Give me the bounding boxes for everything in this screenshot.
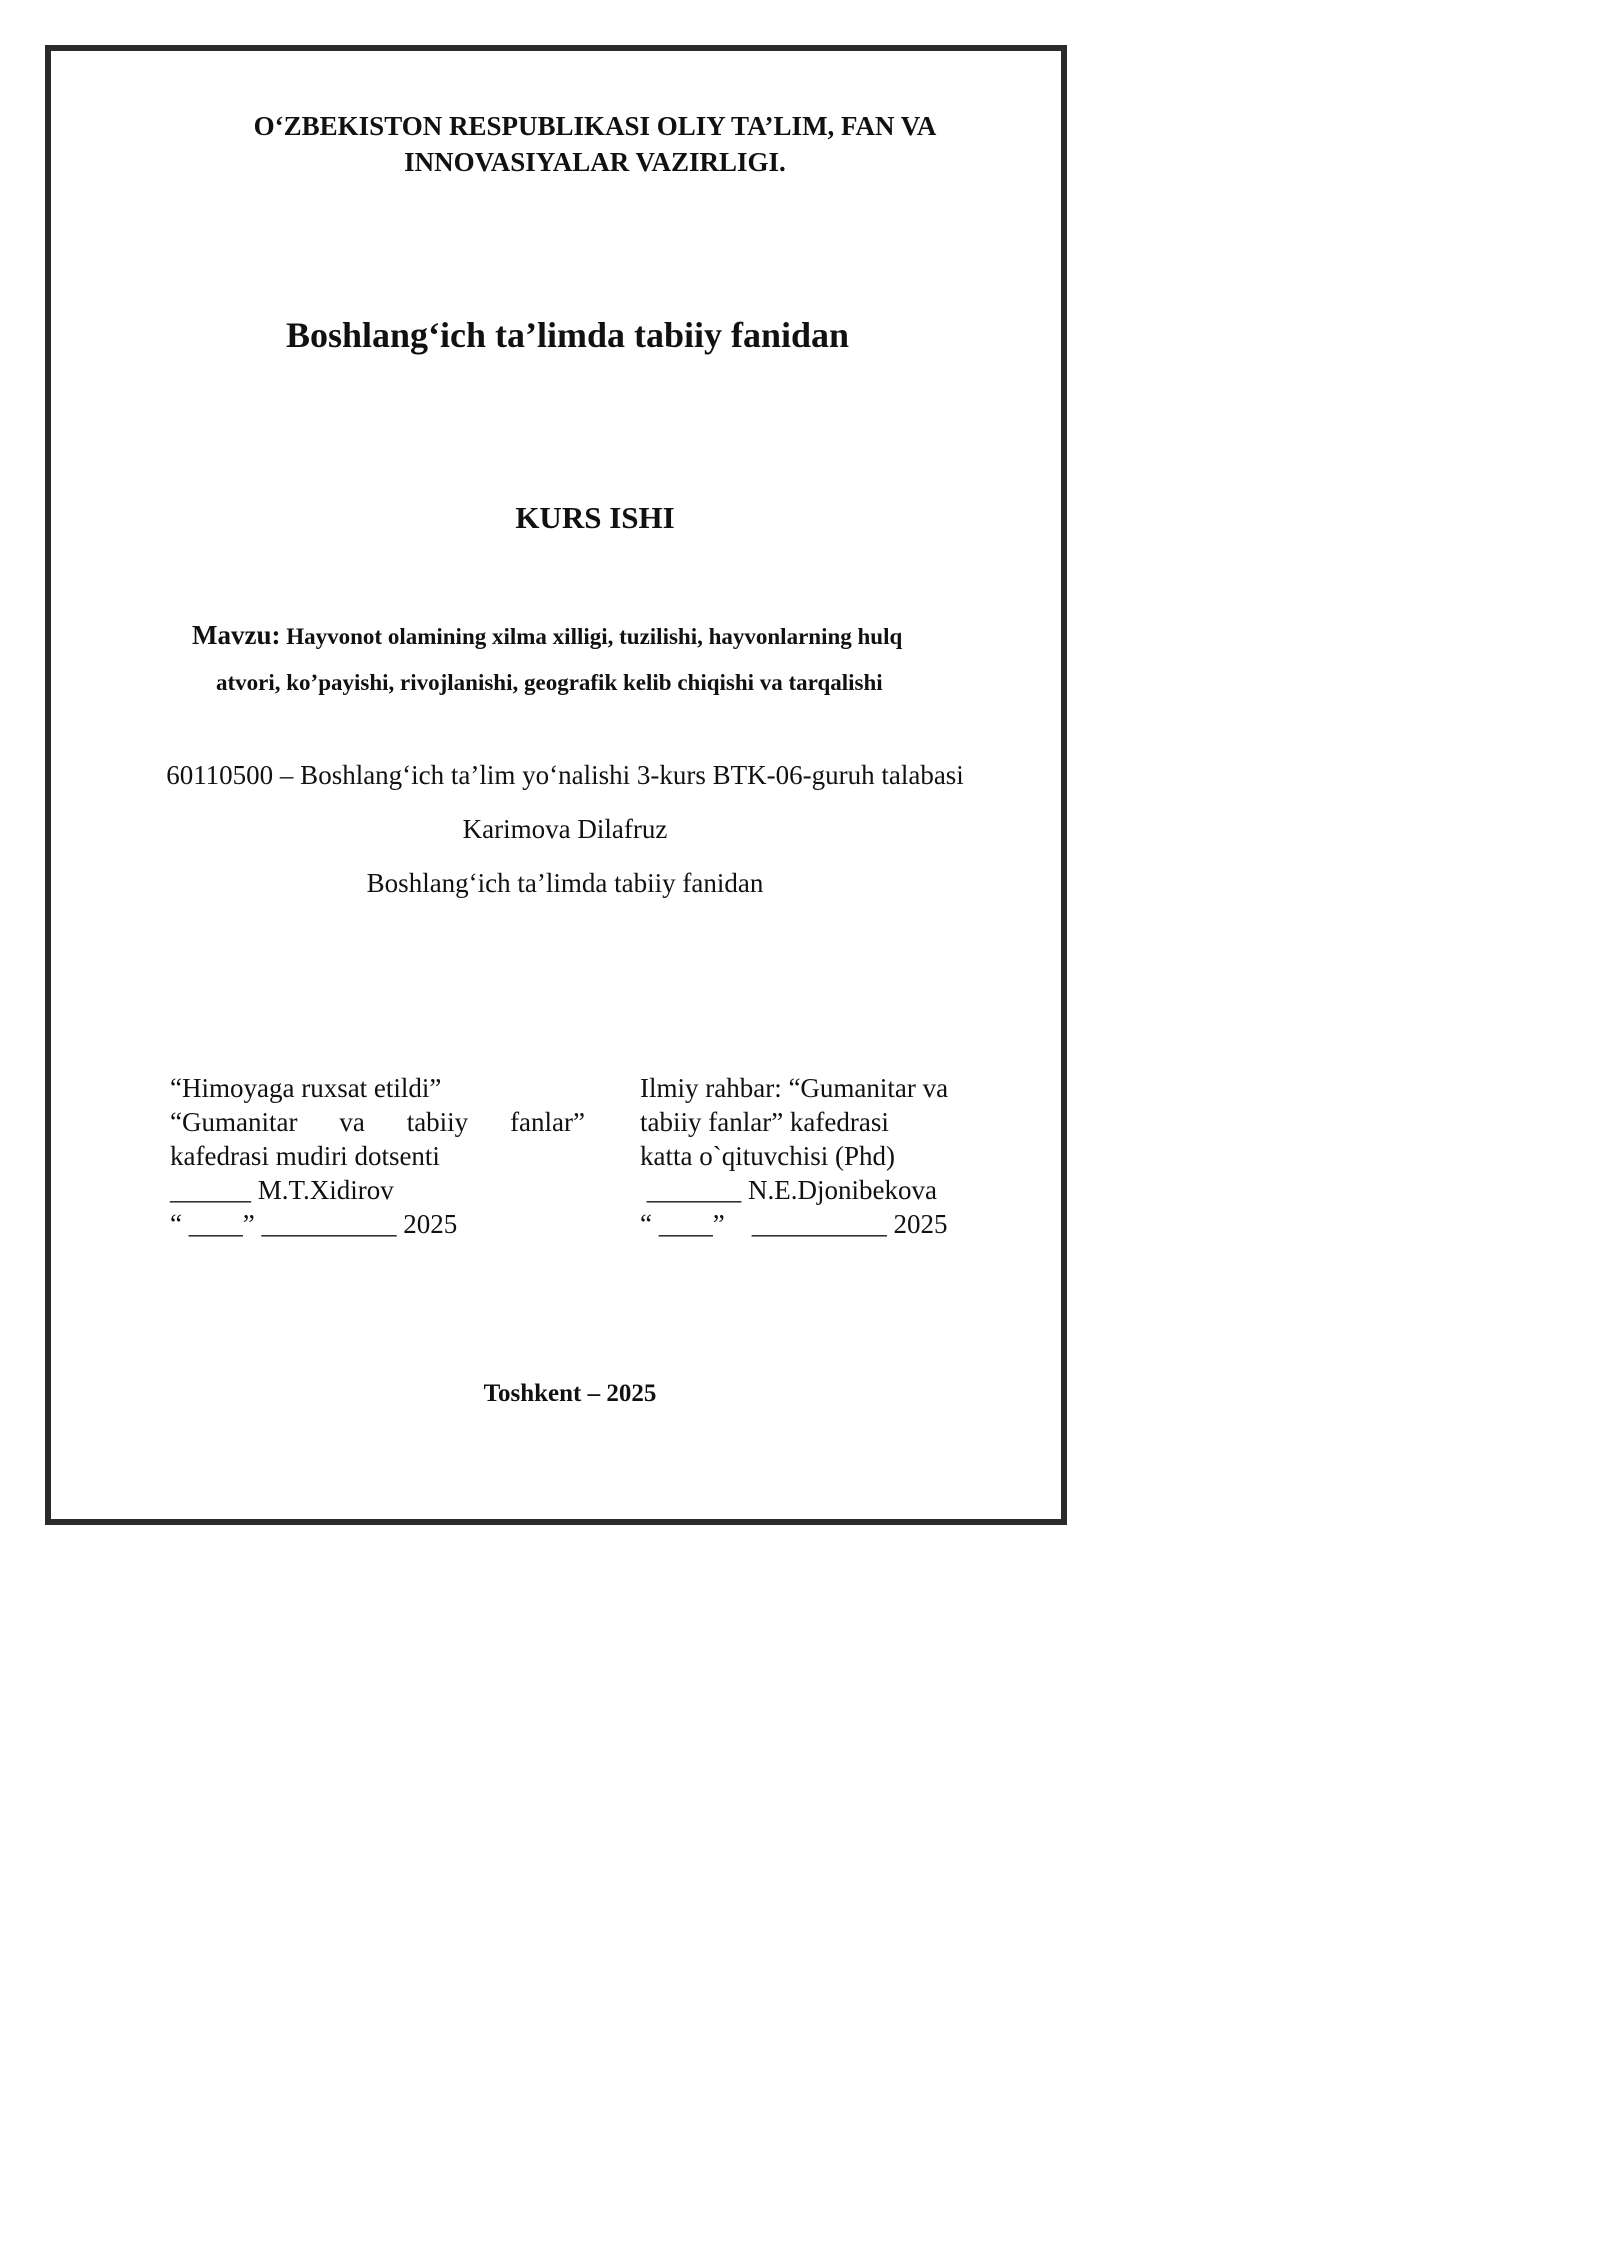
approval-word-1: “Gumanitar <box>170 1107 298 1137</box>
document-type: KURS ISHI <box>515 500 675 535</box>
topic-line-1: Hayvonot olamining xilma xilligi, tuzilishi, hayvonlarning hulq <box>286 624 903 649</box>
ministry-line-2: INNOVASIYALAR VAZIRLIGI. <box>404 147 786 177</box>
approval-line-2 <box>170 1105 585 1139</box>
course-name: Boshlang‘ich ta’limda tabiiy fanidan <box>366 868 764 898</box>
topic-block <box>192 612 1012 706</box>
approval-word-4: fanlar” <box>510 1107 585 1137</box>
ministry-heading <box>95 108 1095 180</box>
topic-label: Mavzu: <box>192 620 281 650</box>
approval-word-3: tabiiy <box>406 1107 469 1137</box>
supervisor-line-3: katta o`qituvchisi (Phd) <box>640 1141 895 1171</box>
approval-word-2: va <box>339 1107 365 1137</box>
approval-signature-line: ______ M.T.Xidirov <box>170 1175 394 1205</box>
supervisor-signature-block <box>640 1071 1000 1241</box>
approval-line-1: “Himoyaga ruxsat etildi” <box>170 1073 442 1103</box>
subject-title: Boshlang‘ich ta’limda tabiiy fanidan <box>285 315 850 355</box>
ministry-line-1: O‘ZBEKISTON RESPUBLIKASI OLIY TA’LIM, FAN VA <box>253 111 937 141</box>
supervisor-line-2: tabiiy fanlar” kafedrasi <box>640 1107 889 1137</box>
approval-signature-block <box>170 1071 585 1241</box>
supervisor-line-1: Ilmiy rahbar: “Gumanitar va <box>640 1073 949 1103</box>
approval-date-line: “ ____” __________ 2025 <box>170 1209 458 1239</box>
supervisor-signature-line: _______ N.E.Djonibekova <box>640 1175 937 1205</box>
city-year: Toshkent – 2025 <box>483 1380 657 1407</box>
topic-line-2: atvori, ko’payishi, rivojlanishi, geografik kelib chiqishi va tarqalishi <box>216 670 883 695</box>
supervisor-date-line: “ ____” __________ 2025 <box>640 1209 948 1239</box>
student-info: 60110500 – Boshlang‘ich ta’lim yo‘nalishi 3-kurs BTK-06-guruh talabasi <box>166 760 964 790</box>
student-name: Karimova Dilafruz <box>462 814 668 844</box>
approval-line-3: kafedrasi mudiri dotsenti <box>170 1141 440 1171</box>
